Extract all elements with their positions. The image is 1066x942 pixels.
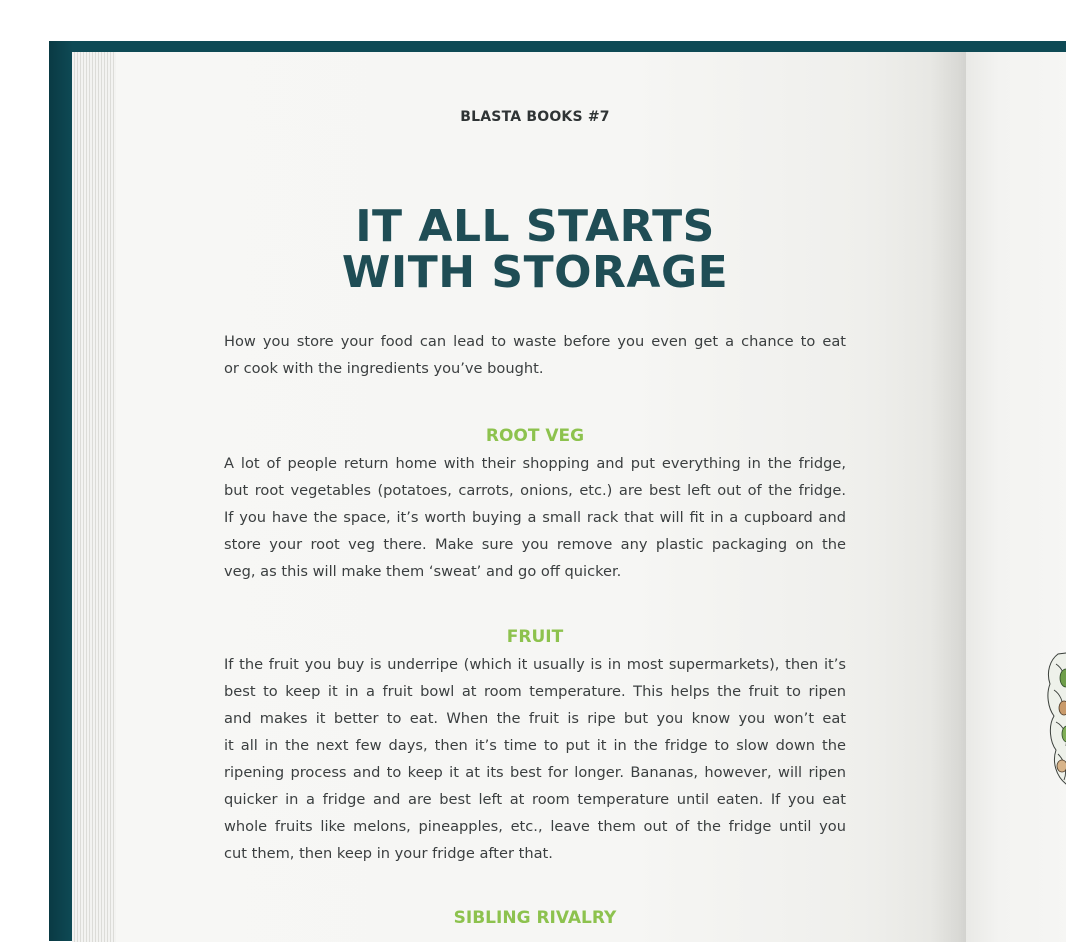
text-line: A lot of people return home with their shopping and put everything in the fridge, bbox=[224, 455, 846, 472]
text-line: store your root veg there. Make sure you remove any plastic packaging on the bbox=[224, 536, 846, 553]
section-heading-sibling-rivalry: SIBLING RIVALRY bbox=[453, 908, 617, 928]
text-line: it all in the next few days, then it’s time to put it in the fridge to slow down the bbox=[224, 737, 846, 754]
book-spine-edge bbox=[49, 41, 73, 941]
text-line: or cook with the ingredients you’ve bought. bbox=[224, 360, 544, 377]
text-line: How you store your food can lead to waste before you even get a chance to eat bbox=[224, 333, 846, 350]
text-line: If the fruit you buy is underripe (which it usually is in most supermarkets), then it’s bbox=[224, 656, 846, 673]
text-line: but root vegetables (potatoes, carrots, onions, etc.) are best left out of the fridge. bbox=[224, 482, 846, 499]
intro-paragraph bbox=[224, 328, 846, 382]
page-title-line: WITH STORAGE bbox=[341, 247, 729, 298]
page-gutter-shadow bbox=[930, 52, 970, 942]
text-line: and makes it better to eat. When the fruit is ripe but you know you won’t eat bbox=[224, 710, 846, 727]
page-title bbox=[116, 201, 954, 298]
text-line: cut them, then keep in your fridge after that. bbox=[224, 845, 553, 862]
section-body-fruit bbox=[224, 651, 846, 867]
section-heading-fruit: FRUIT bbox=[506, 627, 564, 647]
text-line: best to keep it in a fruit bowl at room temperature. This helps the fruit to ripen bbox=[224, 683, 846, 700]
section-heading-root-veg: ROOT VEG bbox=[485, 426, 585, 446]
right-page bbox=[966, 52, 1066, 942]
text-line: whole fruits like melons, pineapples, etc., leave them out of the fridge until you bbox=[224, 818, 846, 835]
page-stack-edges bbox=[72, 52, 120, 942]
series-label: BLASTA BOOKS #7 bbox=[460, 109, 610, 125]
page-title-line: IT ALL STARTS bbox=[355, 201, 715, 252]
vegetable-illustration-icon bbox=[1044, 650, 1066, 790]
text-line: quicker in a fridge and are best left at room temperature until eaten. If you eat bbox=[224, 791, 846, 808]
text-line: veg, as this will make them ‘sweat’ and go off quicker. bbox=[224, 563, 622, 580]
section-body-root-veg bbox=[224, 450, 846, 585]
text-line: ripening process and to keep it at its best for longer. Bananas, however, will ripen bbox=[224, 764, 846, 781]
text-line: If you have the space, it’s worth buying a small rack that will fit in a cupboard and bbox=[224, 509, 846, 526]
